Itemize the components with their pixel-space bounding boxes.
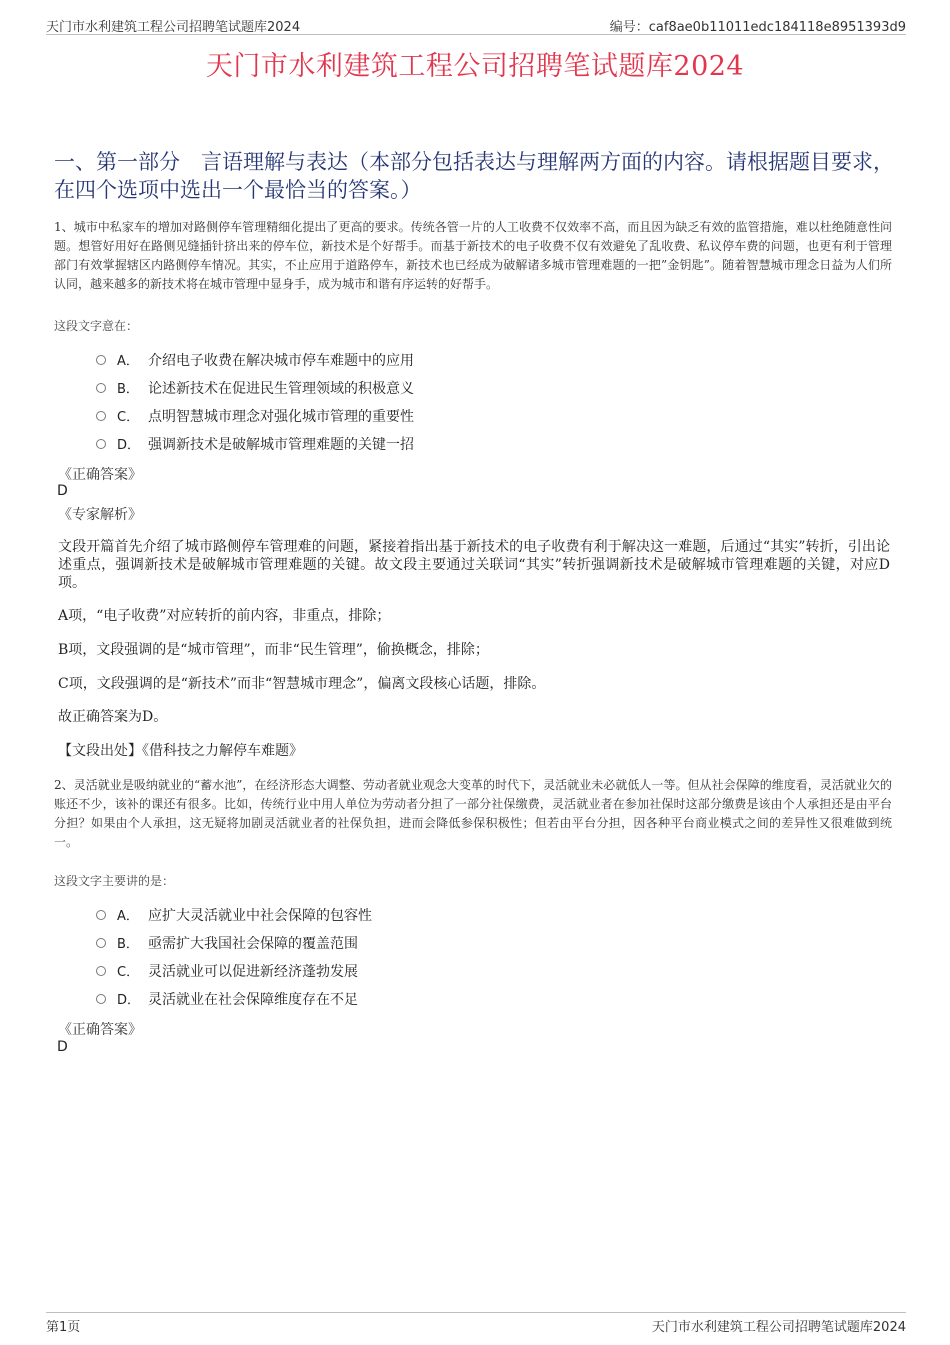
- q1-analysis-b: B项，文段强调的是“城市管理”，而非“民生管理”，偷换概念，排除；: [58, 642, 489, 658]
- page-footer: [46, 1312, 906, 1333]
- section-heading: 一、第一部分 言语理解与表达（本部分包括表达与理解两方面的内容。请根据题目要求，在四个选项中选出一个最恰当的答案。）: [54, 150, 894, 202]
- q1-analysis-c: C项，文段强调的是“新技术”而非“智慧城市理念”，偏离文段核心话题，排除。: [58, 676, 546, 692]
- radio-icon[interactable]: [96, 355, 106, 365]
- question-1-prompt: 这段文字意在：: [54, 319, 139, 333]
- page-number: 第1页: [46, 1320, 81, 1335]
- radio-icon[interactable]: [96, 910, 106, 920]
- q1-conclusion: 故正确答案为D。: [58, 709, 168, 725]
- document-title: 天门市水利建筑工程公司招聘笔试题库2024: [205, 51, 745, 82]
- question-2-text: 2、灵活就业是吸纳就业的“蓄水池”，在经济形态大调整、劳动者就业观念大变革的时代下，灵活就业未必就低人一等。但从社会保障的维度看，灵活就业欠的账还不少，该补的课还有很多。比如，传统行业中用人单位为劳动者分担了一部分社保缴费，灵活就业者在参加社保时这部分缴费是该由个人承担还是由平台分担？如果由个人承担，这无疑将加剧灵活就业者的社保负担，进而会降低参保积极性；但若由平台分担，因各种平台商业模式之间的差异性又很难做到统一。: [54, 778, 892, 849]
- radio-icon[interactable]: [96, 994, 106, 1004]
- q1-answer-label: 《正确答案》: [58, 467, 142, 483]
- q1-analysis-summary: 文段开篇首先介绍了城市路侧停车管理难的问题，紧接着指出基于新技术的电子收费有利于解决这一难题，后通过“其实”转折，引出论述重点，强调新技术是破解城市管理难题的关键。故文段主要通过关联词“其实”转折强调新技术是破解城市管理难题的关键，对应D项。: [58, 539, 890, 591]
- q1-analysis-label: 《专家解析》: [58, 507, 142, 523]
- q2-answer-label: 《正确答案》: [58, 1022, 142, 1038]
- q1-source: 【文段出处】《借科技之力解停车难题》: [58, 743, 303, 759]
- radio-icon[interactable]: [96, 966, 106, 976]
- radio-icon[interactable]: [96, 938, 106, 948]
- radio-icon[interactable]: [96, 411, 106, 421]
- header-doc-name: 天门市水利建筑工程公司招聘笔试题库2024: [46, 20, 301, 35]
- q1-answer: D: [57, 483, 68, 499]
- page-header: [46, 14, 906, 35]
- question-2-prompt: 这段文字主要讲的是：: [54, 874, 175, 888]
- footer-doc-name: 天门市水利建筑工程公司招聘笔试题库2024: [651, 1320, 906, 1335]
- header-doc-id: 编号：caf8ae0b11011edc184118e8951393d9: [609, 20, 906, 35]
- question-1-text: 1、城市中私家车的增加对路侧停车管理精细化提出了更高的要求。传统各管一片的人工收费不仅效率不高，而且因为缺乏有效的监管措施，难以杜绝随意性问题。想管好用好在路侧见缝插针挤出来的停车位，新技术是个好帮手。而基于新技术的电子收费不仅有效避免了乱收费、私议停车费的问题，也更有利于管理部门有效掌握辖区内路侧停车情况。其实，不止应用于道路停车，新技术也已经成为破解诸多城市管理难题的一把”金钥匙”。随着智慧城市理念日益为人们所认同，越来越多的新技术将在城市管理中显身手，成为城市和谐有序运转的好帮手。: [54, 220, 892, 291]
- q1-analysis-a: A项，“电子收费”对应转折的前内容，非重点，排除；: [58, 608, 391, 624]
- radio-icon[interactable]: [96, 439, 106, 449]
- q2-answer: D: [57, 1039, 68, 1055]
- radio-icon[interactable]: [96, 383, 106, 393]
